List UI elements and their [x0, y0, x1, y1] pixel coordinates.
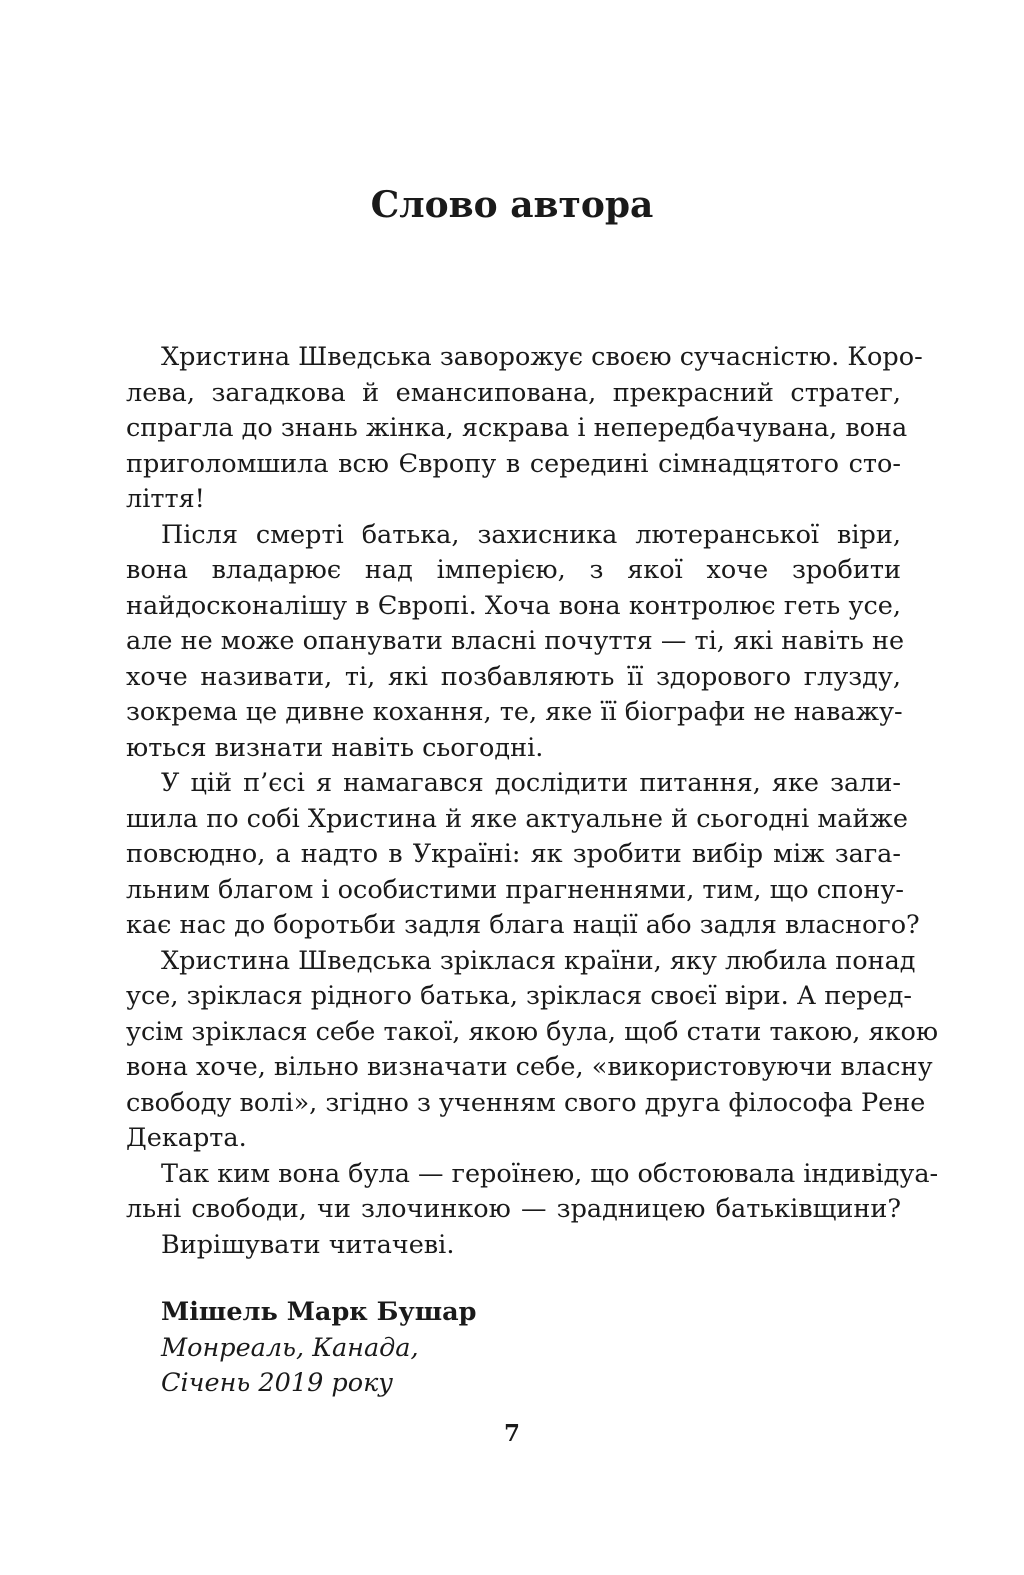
- text-line: ліття!: [126, 484, 205, 514]
- text-line: льні свободи, чи злочинкою — зрадницею батьківщини?: [126, 1194, 901, 1224]
- text-line: зокрема це дивне кохання, те, яке її біографи не наважу-: [126, 697, 903, 727]
- text-line: кає нас до боротьби задля блага нації або задля власного?: [126, 910, 920, 940]
- page-number: 7: [503, 1420, 520, 1447]
- text-line: лева, загадкова й емансипована, прекрасний стратег,: [126, 378, 901, 408]
- author-name: Мішель Марк Бушар: [161, 1297, 477, 1327]
- text-line: хоче називати, ті, які позбавляють її здорового глузду,: [126, 662, 901, 692]
- text-line: усе, зріклася рідного батька, зріклася своєї віри. А перед-: [126, 981, 913, 1011]
- text-line: ються визнати навіть сьогодні.: [126, 733, 544, 763]
- text-line: спрагла до знань жінка, яскрава і непередбачувана, вона: [126, 413, 908, 443]
- text-line: найдосконалішу в Європі. Хоча вона контролює геть усе,: [126, 591, 901, 621]
- text-line: шила по собі Христина й яке актуальне й сьогодні майже: [126, 804, 908, 834]
- text-line: Христина Шведська заворожує своєю сучасністю. Коро-: [161, 342, 923, 372]
- text-line: вона хоче, вільно визначати себе, «використовуючи власну: [126, 1052, 933, 1082]
- text-line: Так ким вона була — героїнею, що обстоювала індивідуа-: [161, 1159, 939, 1189]
- text-line: але не може опанувати власні почуття — ті, які навіть не: [126, 626, 905, 656]
- text-line: приголомшила всю Європу в середині сімнадцятого сто-: [126, 449, 901, 479]
- text-line: Вирішувати читачеві.: [161, 1230, 455, 1260]
- text-line: Христина Шведська зріклася країни, яку любила понад: [161, 946, 916, 976]
- page-title: Слово автора: [370, 184, 654, 226]
- text-line: усім зріклася себе такої, якою була, щоб стати такою, якою: [126, 1017, 939, 1047]
- signature-place: Монреаль, Канада,: [161, 1333, 419, 1363]
- text-line: У цій п’єсі я намагався дослідити питання, яке зали-: [161, 768, 901, 798]
- text-line: повсюдно, а надто в Україні: як зробити вибір між зага-: [126, 839, 901, 869]
- text-line: вона владарює над імперією, з якої хоче зробити: [126, 555, 901, 585]
- text-line: Після смерті батька, захисника лютеранської віри,: [161, 520, 901, 550]
- text-line: льним благом і особистими прагненнями, тим, що спону-: [126, 875, 904, 905]
- text-line: свободу волі», згідно з ученням свого друга філософа Рене: [126, 1088, 926, 1118]
- text-line: Декарта.: [126, 1123, 247, 1153]
- signature-date: Січень 2019 року: [161, 1368, 394, 1398]
